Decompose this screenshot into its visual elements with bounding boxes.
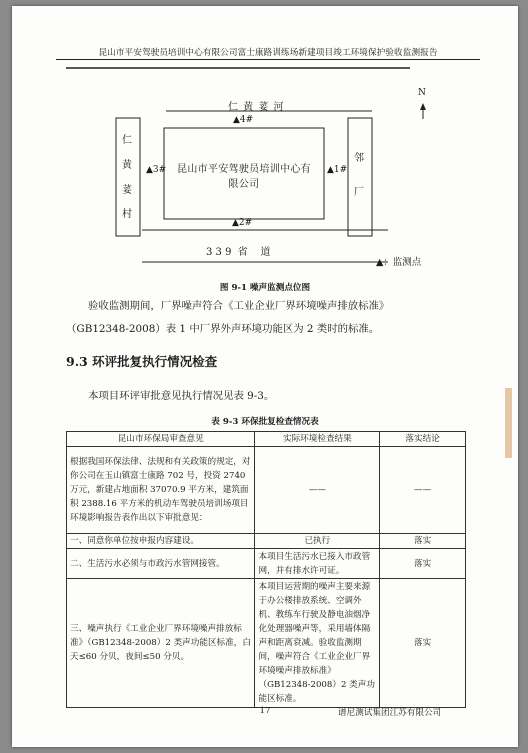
table-row — [67, 549, 466, 579]
approval-check-table — [66, 431, 466, 708]
north-label: N — [418, 88, 426, 98]
row-1-conclusion: —— — [380, 447, 466, 534]
south-road-label: 3 3 9 省 道 — [206, 247, 271, 258]
table-header-row — [67, 432, 466, 447]
header-conclusion: 落实结论 — [380, 432, 466, 447]
company-name-label: 昆山市平安驾驶员培训中心有限公司 — [177, 164, 311, 190]
side-margin-stamp — [505, 388, 512, 458]
point-4-label: ▲4# — [233, 115, 254, 125]
north-arrow-icon — [420, 103, 426, 110]
west-village-label-1: 仁 — [122, 135, 132, 146]
document-page — [12, 6, 518, 747]
figure-caption: 图 9-1 噪声监测点位图 — [219, 283, 311, 293]
row-1-result: —— — [255, 447, 380, 534]
west-village-label-4: 村 — [122, 209, 132, 220]
west-village-label-3: 荽 — [122, 185, 132, 196]
west-village-label-2: 黄 — [122, 160, 132, 171]
header-result: 实际环境检查结果 — [255, 432, 380, 447]
point-1-label: ▲1# — [327, 165, 348, 175]
table-row — [67, 579, 466, 708]
north-road-label: 仁 黄 荽 河 — [228, 102, 285, 113]
section-title: 9.3 环评批复执行情况检查 — [66, 354, 218, 369]
header-opinion: 昆山市环保局审查意见 — [67, 432, 255, 447]
report-header: 昆山市平安驾驶员培训中心有限公司富士康路训练场新建项目竣工环境保护验收监测报告 — [98, 48, 438, 58]
row-3-opinion: 二、生活污水必须与市政污水管网接管。 — [67, 549, 255, 579]
east-factory-label-2: 厂 — [354, 187, 364, 198]
row-4-opinion: 三、噪声执行《工业企业厂界环境噪声排放标准》（GB12348-2008）2 类声功能区标准，白天≤60 分贝，夜间≤50 分贝。 — [67, 579, 255, 708]
page-number: 17 — [259, 706, 271, 716]
table-row — [67, 447, 466, 534]
table-title: 表 9-3 环保批复检查情况表 — [211, 417, 319, 427]
noise-monitoring-diagram — [12, 6, 518, 306]
paragraph-1-line-2: （GB12348-2008）表 1 中厂界外声环境功能区为 2 类时的标准。 — [66, 323, 380, 335]
row-4-conclusion: 落实 — [380, 579, 466, 708]
point-3-label: ▲3# — [146, 165, 167, 175]
row-3-result: 本项目生活污水已接入市政管网，并有排水许可证。 — [255, 549, 380, 579]
row-2-result: 已执行 — [255, 534, 380, 549]
table-row — [67, 534, 466, 549]
row-2-opinion: 一、同意你单位按申报内容建设。 — [67, 534, 255, 549]
east-factory-box — [348, 118, 372, 236]
east-factory-label-1: 邻 — [354, 153, 364, 164]
row-3-conclusion: 落实 — [380, 549, 466, 579]
row-1-opinion: 根据我国环保法律、法规和有关政策的规定，对你公司在玉山镇富士康路 702 号，投资 2740 万元，新建占地面积 37070.9 平方米，建筑面积 2388.16 平方米的机动车驾驶员培训场项目环境影响报告表作出以下审批意见： — [67, 447, 255, 534]
row-2-conclusion: 落实 — [380, 534, 466, 549]
paragraph-1-line-1: 验收监测期间，厂界噪声符合《工业企业厂界环境噪声排放标准》 — [88, 300, 390, 312]
footer-company: 谱尼测试集团江苏有限公司 — [338, 708, 442, 718]
row-4-result: 本项目运营期的噪声主要来源于办公楼排放系统、空调外机、教练车行驶及静电油烟净化处理器噪声等，采用墙体隔声和距离衰减。验收监测期间，噪声符合《工业企业厂界环境噪声排放标准》（GB12348-2008）2 类声功能区标准。 — [255, 579, 380, 708]
paragraph-2: 本项目环评审批意见执行情况见表 9-3。 — [88, 390, 275, 402]
point-2-label: ▲2# — [232, 218, 253, 228]
legend-label: ▲：监测点 — [376, 257, 422, 268]
